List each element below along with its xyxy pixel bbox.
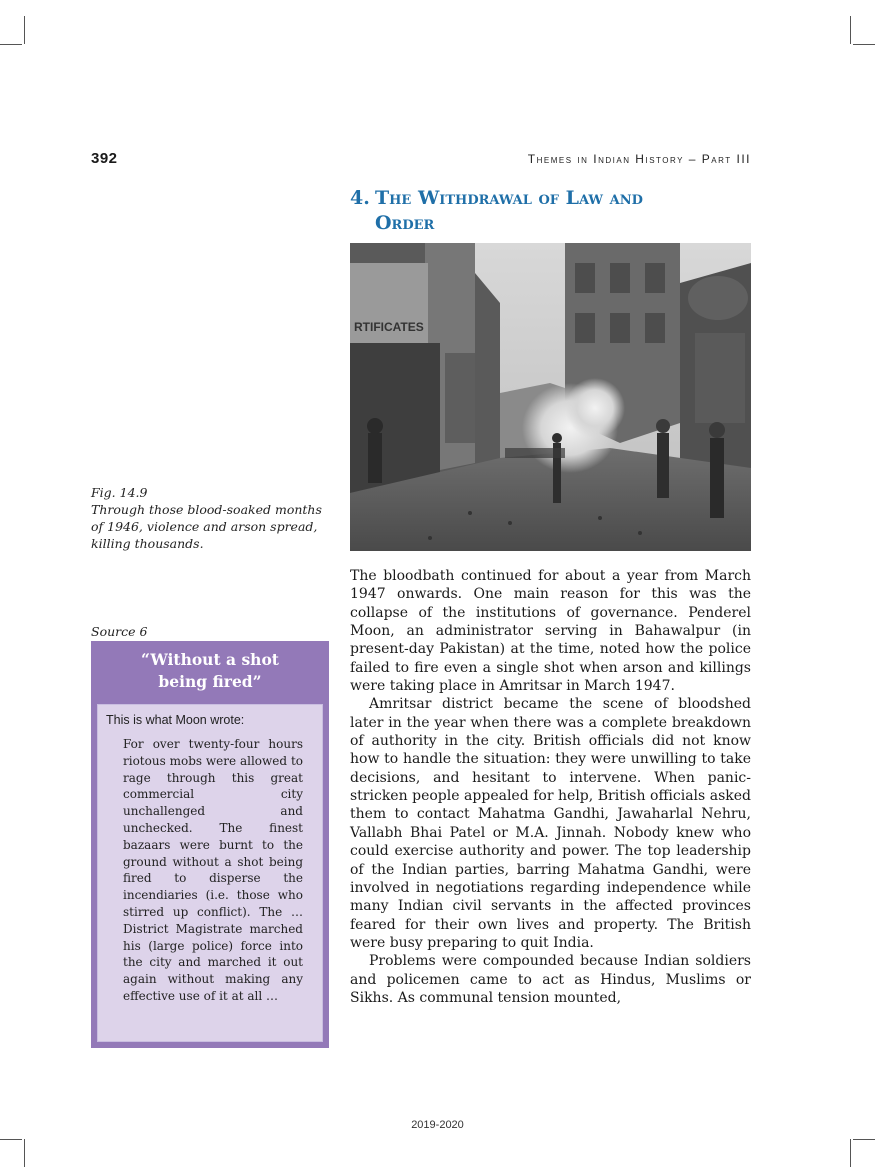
figure-caption-text: Through those blood-soaked months of 1946, violence and arson spread, killing thousands. (91, 502, 322, 551)
body-text (350, 567, 751, 1007)
figure-caption (91, 484, 331, 552)
section-title (350, 186, 750, 236)
crop-mark (850, 16, 851, 44)
crop-mark (853, 44, 875, 45)
source-heading-line2: being fired” (158, 672, 262, 691)
crop-mark (0, 1139, 22, 1140)
source-quote: For over twenty-four hours riotous mobs were allowed to rage through this great commercial city unchallenged and unchecked. The finest bazaars were burnt to the ground without a shot being fired to disperse the incendiaries (i.e. those who stirred up conflict). The … District Magistrate marched his (large police) force into the city and marched it out again without making any effective use of it at all … (123, 737, 303, 1003)
body-paragraph: The bloodbath continued for about a year from March 1947 onwards. One main reason for this was the collapse of the institutions of governance. Penderel Moon, an administrator serving in Bahawalpur (in present-day Pakistan) at the time, noted how the police failed to fire even a single shot when arson and killings were taking place in Amritsar in March 1947. (350, 568, 751, 695)
source-heading-line1: “Without a shot (141, 650, 279, 669)
riot-photograph (350, 243, 751, 551)
body-paragraph: Problems were compounded because Indian soldiers and policemen came to act as Hindus, Muslims or Sikhs. As communal tension mounted, (350, 953, 751, 1006)
body-paragraph: Amritsar district became the scene of bloodshed later in the year when there was a complete breakdown of authority in the city. British officials did not know how to handle the situation: they were unwilling to take decisions, and hesitant to intervene. When panic-stricken people appealed for help, British officials asked them to contact Mahatma Gandhi, Jawaharlal Nehru, Vallabh Bhai Patel or M.A. Jinnah. Nobody knew who could exercise authority and power. The top leadership of the Indian parties, barring Mahatma Gandhi, were involved in negotiations regarding independence while many Indian civil servants in the affected provinces feared for their own lives and property. The British were busy preparing to quit India. (350, 696, 751, 951)
crop-mark (0, 44, 22, 45)
source-intro: This is what Moon wrote: (106, 713, 245, 727)
section-title-line1: The Withdrawal of Law and (375, 187, 643, 209)
source-quote-panel (97, 704, 323, 1042)
crop-mark (24, 1139, 25, 1167)
source-box (91, 641, 329, 1048)
running-head: Themes in Indian History – Part III (527, 152, 751, 166)
crop-mark (853, 1139, 875, 1140)
footer-year: 2019-2020 (411, 1119, 464, 1131)
section-title-line2: Order (375, 212, 435, 234)
crop-mark (850, 1139, 851, 1167)
source-heading (91, 649, 329, 693)
photo-sign-text: RTIFICATES (354, 320, 424, 334)
source-label: Source 6 (91, 624, 148, 639)
figure-label: Fig. 14.9 (91, 485, 148, 500)
crop-mark (24, 16, 25, 44)
page-number: 392 (91, 150, 118, 167)
section-number: 4. (350, 187, 370, 209)
